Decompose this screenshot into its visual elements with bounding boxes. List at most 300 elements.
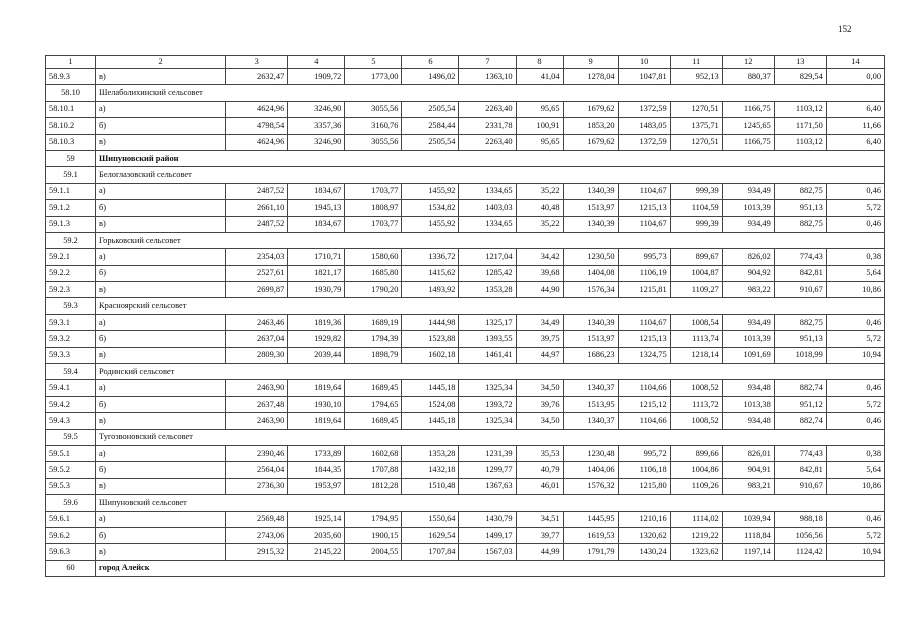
row-code: 59.5.1: [46, 445, 96, 461]
value-cell: 3055,56: [345, 134, 402, 150]
value-cell: 0,46: [826, 511, 884, 527]
value-cell: 1523,88: [402, 331, 459, 347]
table-row: [46, 544, 885, 560]
column-header: 12: [722, 56, 774, 69]
value-cell: 2915,32: [226, 544, 288, 560]
row-label: а): [96, 445, 226, 461]
value-cell: 1008,54: [670, 314, 722, 330]
value-cell: 882,75: [774, 314, 826, 330]
value-cell: 1299,77: [459, 462, 516, 478]
row-label: в): [96, 282, 226, 298]
value-cell: 0,38: [826, 445, 884, 461]
value-cell: 1930,10: [288, 396, 345, 412]
value-cell: 1166,75: [722, 101, 774, 117]
value-cell: 1415,62: [402, 265, 459, 281]
region-name: город Алейск: [96, 560, 885, 576]
value-cell: 1340,39: [563, 183, 618, 199]
value-cell: 4798,54: [226, 118, 288, 134]
value-cell: 1455,92: [402, 183, 459, 199]
value-cell: 999,39: [670, 183, 722, 199]
row-label: в): [96, 134, 226, 150]
row-label: а): [96, 249, 226, 265]
value-cell: 934,49: [722, 314, 774, 330]
value-cell: 40,48: [516, 200, 563, 216]
value-cell: 1270,51: [670, 134, 722, 150]
value-cell: 910,67: [774, 282, 826, 298]
column-header: 1: [46, 56, 96, 69]
value-cell: 1353,28: [459, 282, 516, 298]
value-cell: 1819,64: [288, 380, 345, 396]
value-cell: 1104,59: [670, 200, 722, 216]
row-code: 59.4.2: [46, 396, 96, 412]
value-cell: 2463,90: [226, 380, 288, 396]
column-header: 5: [345, 56, 402, 69]
value-cell: 1808,97: [345, 200, 402, 216]
section-code: 58.10: [46, 85, 96, 101]
value-cell: 3246,90: [288, 134, 345, 150]
value-cell: 1619,53: [563, 527, 618, 543]
value-cell: 1602,68: [345, 445, 402, 461]
value-cell: 1278,04: [563, 69, 618, 85]
value-cell: 988,18: [774, 511, 826, 527]
row-code: 59.1.1: [46, 183, 96, 199]
value-cell: 1285,42: [459, 265, 516, 281]
value-cell: 1534,82: [402, 200, 459, 216]
value-cell: 2584,44: [402, 118, 459, 134]
value-cell: 34,50: [516, 380, 563, 396]
value-cell: 2331,78: [459, 118, 516, 134]
value-cell: 2463,90: [226, 413, 288, 429]
value-cell: 5,72: [826, 331, 884, 347]
row-label: в): [96, 478, 226, 494]
value-cell: 0,46: [826, 413, 884, 429]
value-cell: 1210,16: [618, 511, 670, 527]
value-cell: 2736,30: [226, 478, 288, 494]
value-cell: 1047,81: [618, 69, 670, 85]
value-cell: 1334,65: [459, 183, 516, 199]
value-cell: 1444,98: [402, 314, 459, 330]
value-cell: 35,22: [516, 183, 563, 199]
value-cell: 1953,97: [288, 478, 345, 494]
value-cell: 1336,72: [402, 249, 459, 265]
value-cell: 1113,72: [670, 396, 722, 412]
section-name: Тугозвоновский сельсовет: [96, 429, 885, 445]
value-cell: 10,86: [826, 282, 884, 298]
value-cell: 6,40: [826, 134, 884, 150]
value-cell: 995,72: [618, 445, 670, 461]
value-cell: 1679,62: [563, 134, 618, 150]
value-cell: 1103,12: [774, 134, 826, 150]
value-cell: 10,86: [826, 478, 884, 494]
value-cell: 1821,17: [288, 265, 345, 281]
section-row: [46, 495, 885, 511]
value-cell: 842,81: [774, 462, 826, 478]
value-cell: 1834,67: [288, 183, 345, 199]
value-cell: 1375,71: [670, 118, 722, 134]
value-cell: 1685,80: [345, 265, 402, 281]
value-cell: 0,46: [826, 183, 884, 199]
column-header: 13: [774, 56, 826, 69]
value-cell: 1819,64: [288, 413, 345, 429]
table-row: [46, 462, 885, 478]
value-cell: 1794,39: [345, 331, 402, 347]
value-cell: 1008,52: [670, 413, 722, 429]
page-number: 152: [838, 24, 852, 34]
value-cell: 1580,60: [345, 249, 402, 265]
row-code: 59.5.2: [46, 462, 96, 478]
table-row: [46, 511, 885, 527]
row-label: в): [96, 347, 226, 363]
value-cell: 3246,90: [288, 101, 345, 117]
value-cell: 983,22: [722, 282, 774, 298]
value-cell: 1513,97: [563, 200, 618, 216]
value-cell: 934,48: [722, 413, 774, 429]
value-cell: 1103,12: [774, 101, 826, 117]
table-row: [46, 101, 885, 117]
value-cell: 2354,03: [226, 249, 288, 265]
row-code: 59.1.2: [46, 200, 96, 216]
row-code: 59.1.3: [46, 216, 96, 232]
value-cell: 34,49: [516, 314, 563, 330]
table-row: [46, 265, 885, 281]
value-cell: 44,90: [516, 282, 563, 298]
row-code: 58.10.2: [46, 118, 96, 134]
value-cell: 2527,61: [226, 265, 288, 281]
section-code: 59.3: [46, 298, 96, 314]
row-label: б): [96, 462, 226, 478]
value-cell: 951,12: [774, 396, 826, 412]
table-row: [46, 445, 885, 461]
value-cell: 951,13: [774, 331, 826, 347]
value-cell: 904,92: [722, 265, 774, 281]
value-cell: 1363,10: [459, 69, 516, 85]
value-cell: 1909,72: [288, 69, 345, 85]
value-cell: 1930,79: [288, 282, 345, 298]
value-cell: 1445,95: [563, 511, 618, 527]
row-label: б): [96, 200, 226, 216]
value-cell: 1114,02: [670, 511, 722, 527]
value-cell: 1218,14: [670, 347, 722, 363]
value-cell: 1404,08: [563, 265, 618, 281]
value-cell: 1686,23: [563, 347, 618, 363]
value-cell: 39,76: [516, 396, 563, 412]
value-cell: 1834,67: [288, 216, 345, 232]
value-cell: 1733,89: [288, 445, 345, 461]
value-cell: 899,67: [670, 249, 722, 265]
value-cell: 1124,42: [774, 544, 826, 560]
value-cell: 1325,34: [459, 380, 516, 396]
value-cell: 842,81: [774, 265, 826, 281]
value-cell: 826,01: [722, 445, 774, 461]
row-code: 59.2.3: [46, 282, 96, 298]
value-cell: 1679,62: [563, 101, 618, 117]
value-cell: 2145,22: [288, 544, 345, 560]
value-cell: 1372,59: [618, 134, 670, 150]
section-code: 59.2: [46, 232, 96, 248]
row-code: 59.3.3: [46, 347, 96, 363]
region-code: 59: [46, 150, 96, 166]
value-cell: 1340,39: [563, 314, 618, 330]
value-cell: 1898,79: [345, 347, 402, 363]
value-cell: 1118,84: [722, 527, 774, 543]
value-cell: 1113,74: [670, 331, 722, 347]
value-cell: 882,74: [774, 380, 826, 396]
value-cell: 3160,76: [345, 118, 402, 134]
value-cell: 1166,75: [722, 134, 774, 150]
value-cell: 2699,87: [226, 282, 288, 298]
value-cell: 1794,65: [345, 396, 402, 412]
column-header: 6: [402, 56, 459, 69]
row-label: в): [96, 544, 226, 560]
value-cell: 35,22: [516, 216, 563, 232]
table-row: [46, 527, 885, 543]
column-header: 2: [96, 56, 226, 69]
section-name: Шипуновский сельсовет: [96, 495, 885, 511]
value-cell: 1773,00: [345, 69, 402, 85]
row-label: в): [96, 413, 226, 429]
table-row: [46, 134, 885, 150]
value-cell: 0,38: [826, 249, 884, 265]
value-cell: 1689,19: [345, 314, 402, 330]
row-code: 59.6.3: [46, 544, 96, 560]
value-cell: 1445,18: [402, 413, 459, 429]
value-cell: 1230,50: [563, 249, 618, 265]
value-cell: 1550,64: [402, 511, 459, 527]
tariff-table: [45, 55, 885, 577]
row-label: а): [96, 101, 226, 117]
row-label: а): [96, 183, 226, 199]
value-cell: 1707,84: [402, 544, 459, 560]
value-cell: 2263,40: [459, 101, 516, 117]
value-cell: 39,75: [516, 331, 563, 347]
value-cell: 882,74: [774, 413, 826, 429]
row-code: 58.9.3: [46, 69, 96, 85]
value-cell: 1323,62: [670, 544, 722, 560]
value-cell: 2632,47: [226, 69, 288, 85]
value-cell: 2637,48: [226, 396, 288, 412]
value-cell: 1812,28: [345, 478, 402, 494]
value-cell: 5,72: [826, 200, 884, 216]
value-cell: 2390,46: [226, 445, 288, 461]
value-cell: 2463,46: [226, 314, 288, 330]
value-cell: 999,39: [670, 216, 722, 232]
value-cell: 1197,14: [722, 544, 774, 560]
table-row: [46, 200, 885, 216]
value-cell: 35,53: [516, 445, 563, 461]
row-label: б): [96, 118, 226, 134]
row-code: 59.6.2: [46, 527, 96, 543]
value-cell: 1091,69: [722, 347, 774, 363]
value-cell: 1819,36: [288, 314, 345, 330]
value-cell: 1004,87: [670, 265, 722, 281]
value-cell: 1215,13: [618, 331, 670, 347]
value-cell: 41,04: [516, 69, 563, 85]
column-header: 14: [826, 56, 884, 69]
table-row: [46, 380, 885, 396]
value-cell: 95,65: [516, 134, 563, 150]
value-cell: 1794,95: [345, 511, 402, 527]
value-cell: 1791,79: [563, 544, 618, 560]
value-cell: 1104,67: [618, 216, 670, 232]
value-cell: 1353,28: [402, 445, 459, 461]
value-cell: 1324,75: [618, 347, 670, 363]
row-code: 59.5.3: [46, 478, 96, 494]
value-cell: 34,51: [516, 511, 563, 527]
value-cell: 1215,81: [618, 282, 670, 298]
value-cell: 1219,22: [670, 527, 722, 543]
value-cell: 1925,14: [288, 511, 345, 527]
value-cell: 1109,26: [670, 478, 722, 494]
row-code: 59.4.1: [46, 380, 96, 396]
row-label: а): [96, 511, 226, 527]
value-cell: 1576,34: [563, 282, 618, 298]
value-cell: 1104,67: [618, 183, 670, 199]
value-cell: 46,01: [516, 478, 563, 494]
value-cell: 1496,02: [402, 69, 459, 85]
row-code: 59.2.1: [46, 249, 96, 265]
value-cell: 1703,77: [345, 216, 402, 232]
row-code: 59.4.3: [46, 413, 96, 429]
row-label: в): [96, 216, 226, 232]
section-code: 59.4: [46, 364, 96, 380]
value-cell: 1499,17: [459, 527, 516, 543]
value-cell: 2004,55: [345, 544, 402, 560]
value-cell: 1493,92: [402, 282, 459, 298]
value-cell: 774,43: [774, 249, 826, 265]
value-cell: 1056,56: [774, 527, 826, 543]
value-cell: 1393,72: [459, 396, 516, 412]
table-row: [46, 249, 885, 265]
value-cell: 40,79: [516, 462, 563, 478]
value-cell: 1707,88: [345, 462, 402, 478]
header-row: [46, 56, 885, 69]
value-cell: 1104,67: [618, 314, 670, 330]
section-code: 59.6: [46, 495, 96, 511]
section-row: [46, 429, 885, 445]
value-cell: 10,94: [826, 347, 884, 363]
row-code: 59.6.1: [46, 511, 96, 527]
value-cell: 5,64: [826, 462, 884, 478]
value-cell: 2569,48: [226, 511, 288, 527]
value-cell: 39,68: [516, 265, 563, 281]
column-header: 11: [670, 56, 722, 69]
value-cell: 1432,18: [402, 462, 459, 478]
value-cell: 3357,36: [288, 118, 345, 134]
value-cell: 1004,86: [670, 462, 722, 478]
table-row: [46, 478, 885, 494]
section-row: [46, 298, 885, 314]
value-cell: 1104,66: [618, 380, 670, 396]
value-cell: 951,13: [774, 200, 826, 216]
value-cell: 1171,50: [774, 118, 826, 134]
row-code: 59.3.1: [46, 314, 96, 330]
section-name: Красноярский сельсовет: [96, 298, 885, 314]
value-cell: 2505,54: [402, 101, 459, 117]
value-cell: 2505,54: [402, 134, 459, 150]
value-cell: 1524,08: [402, 396, 459, 412]
section-row: [46, 232, 885, 248]
value-cell: 1461,41: [459, 347, 516, 363]
value-cell: 1106,19: [618, 265, 670, 281]
value-cell: 1372,59: [618, 101, 670, 117]
table-row: [46, 183, 885, 199]
value-cell: 1629,54: [402, 527, 459, 543]
value-cell: 1215,12: [618, 396, 670, 412]
value-cell: 2487,52: [226, 216, 288, 232]
value-cell: 2564,04: [226, 462, 288, 478]
row-label: а): [96, 380, 226, 396]
value-cell: 1230,48: [563, 445, 618, 461]
value-cell: 5,72: [826, 527, 884, 543]
value-cell: 95,65: [516, 101, 563, 117]
value-cell: 995,73: [618, 249, 670, 265]
section-name: Шелаболихинский сельсовет: [96, 85, 885, 101]
column-header: 3: [226, 56, 288, 69]
value-cell: 0,46: [826, 314, 884, 330]
value-cell: 934,49: [722, 183, 774, 199]
value-cell: 44,99: [516, 544, 563, 560]
value-cell: 4624,96: [226, 134, 288, 150]
value-cell: 39,77: [516, 527, 563, 543]
section-row: [46, 85, 885, 101]
value-cell: 0,46: [826, 380, 884, 396]
value-cell: 910,67: [774, 478, 826, 494]
value-cell: 2661,10: [226, 200, 288, 216]
value-cell: 829,54: [774, 69, 826, 85]
value-cell: 5,64: [826, 265, 884, 281]
column-header: 4: [288, 56, 345, 69]
row-code: 59.2.2: [46, 265, 96, 281]
value-cell: 2039,44: [288, 347, 345, 363]
table-row: [46, 69, 885, 85]
value-cell: 952,13: [670, 69, 722, 85]
column-header: 8: [516, 56, 563, 69]
value-cell: 0,46: [826, 216, 884, 232]
value-cell: 1325,34: [459, 413, 516, 429]
value-cell: 880,37: [722, 69, 774, 85]
value-cell: 1567,03: [459, 544, 516, 560]
section-row: [46, 167, 885, 183]
value-cell: 1245,65: [722, 118, 774, 134]
value-cell: 1039,94: [722, 511, 774, 527]
value-cell: 34,50: [516, 413, 563, 429]
value-cell: 1013,39: [722, 200, 774, 216]
value-cell: 1689,45: [345, 380, 402, 396]
value-cell: 2263,40: [459, 134, 516, 150]
value-cell: 1513,97: [563, 331, 618, 347]
value-cell: 934,49: [722, 216, 774, 232]
row-label: б): [96, 396, 226, 412]
row-label: а): [96, 314, 226, 330]
row-label: в): [96, 69, 226, 85]
value-cell: 1340,37: [563, 413, 618, 429]
value-cell: 1334,65: [459, 216, 516, 232]
value-cell: 1109,27: [670, 282, 722, 298]
column-header: 7: [459, 56, 516, 69]
value-cell: 1445,18: [402, 380, 459, 396]
value-cell: 1790,20: [345, 282, 402, 298]
value-cell: 1602,18: [402, 347, 459, 363]
row-label: б): [96, 527, 226, 543]
value-cell: 1008,52: [670, 380, 722, 396]
value-cell: 826,02: [722, 249, 774, 265]
value-cell: 1104,66: [618, 413, 670, 429]
row-label: б): [96, 331, 226, 347]
region-code: 60: [46, 560, 96, 576]
value-cell: 1929,82: [288, 331, 345, 347]
section-code: 59.1: [46, 167, 96, 183]
table-body: [46, 69, 885, 577]
